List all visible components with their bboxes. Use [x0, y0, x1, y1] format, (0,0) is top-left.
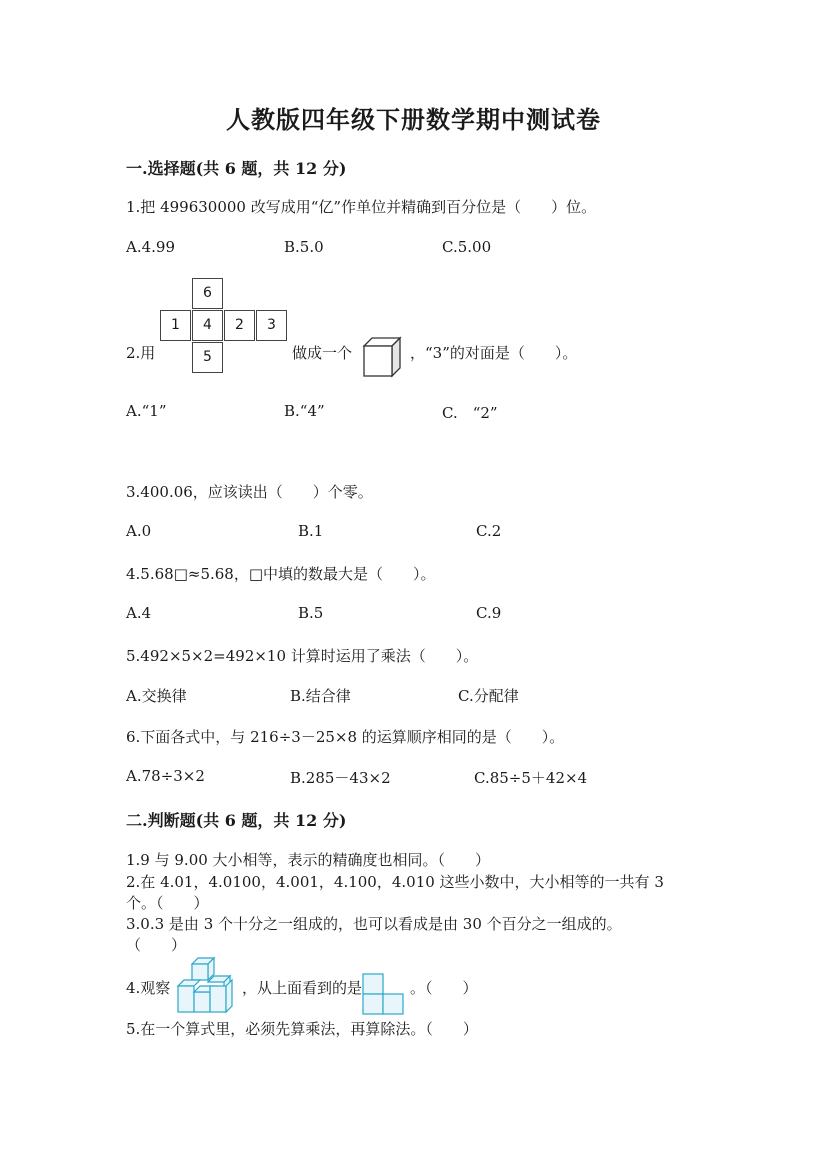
q3-option-a: A.0: [126, 522, 152, 540]
cube-net-figure: [160, 278, 288, 374]
question-2-prefix: 2.用: [126, 344, 156, 362]
question-2-middle: 做成一个: [292, 344, 353, 362]
q1-option-c: C.5.00: [442, 238, 492, 256]
q5-option-c: C.分配律: [458, 687, 519, 705]
stacked-cubes-icon: [176, 956, 238, 1016]
q4-option-a: A.4: [126, 604, 152, 622]
judge-4-prefix: 4.观察: [126, 979, 171, 997]
q5-option-b: B.结合律: [290, 687, 351, 705]
judge-2-line1: 2.在 4.01，4.0100，4.001，4.100，4.010 这些小数中，大小相等的一共有 3: [126, 873, 664, 891]
net-cell: 4: [192, 310, 223, 341]
net-cell: 6: [192, 278, 223, 309]
q1-option-b: B.5.0: [284, 238, 324, 256]
q3-option-c: C.2: [476, 522, 502, 540]
judge-5: 5.在一个算式里，必须先算乘法，再算除法。（ ）: [126, 1020, 478, 1038]
q2-option-b: B.“4”: [284, 402, 325, 420]
question-2-suffix: ，“3”的对面是（ ）。: [410, 344, 578, 362]
net-cell: 1: [160, 310, 191, 341]
question-3: 3.400.06，应该读出（ ）个零。: [126, 483, 373, 501]
question-5: 5.492×5×2=492×10 计算时运用了乘法（ ）。: [126, 647, 479, 665]
judge-3-line1: 3.0.3 是由 3 个十分之一组成的，也可以看成是由 30 个百分之一组成的。: [126, 915, 622, 933]
q2-option-a: A.“1”: [126, 402, 167, 420]
q4-option-b: B.5: [298, 604, 324, 622]
judge-3-line2: （ ）: [126, 936, 187, 954]
judge-2-line2: 个。（ ）: [126, 894, 209, 912]
q2-option-c: C. “2”: [442, 404, 498, 422]
q6-option-c: C.85÷5＋42×4: [474, 769, 588, 787]
question-4: 4.5.68□≈5.68，□中填的数最大是（ ）。: [126, 565, 436, 583]
q5-option-a: A.交换律: [126, 687, 187, 705]
net-cell: 3: [256, 310, 287, 341]
judge-4-middle: ，从上面看到的是: [242, 979, 363, 997]
q6-option-a: A.78÷3×2: [126, 767, 205, 785]
section-heading-choice: 一.选择题(共 6 题，共 12 分): [126, 159, 347, 178]
cube-icon: [362, 336, 402, 378]
net-cell: 5: [192, 342, 223, 373]
net-cell: 2: [224, 310, 255, 341]
q1-option-a: A.4.99: [126, 238, 175, 256]
q4-option-c: C.9: [476, 604, 502, 622]
q6-option-b: B.285－43×2: [290, 769, 391, 787]
section-heading-judge: 二.判断题(共 6 题，共 12 分): [126, 811, 347, 830]
question-1: 1.把 499630000 改写成用“亿”作单位并精确到百分位是（ ）位。: [126, 198, 597, 216]
judge-4-suffix: 。（ ）: [410, 979, 478, 997]
q3-option-b: B.1: [298, 522, 324, 540]
top-view-squares-icon: [362, 972, 406, 1016]
page-title: 人教版四年级下册数学期中测试卷: [226, 105, 601, 134]
question-6: 6.下面各式中，与 216÷3－25×8 的运算顺序相同的是（ ）。: [126, 728, 565, 746]
judge-1: 1.9 与 9.00 大小相等，表示的精确度也相同。（ ）: [126, 851, 491, 869]
